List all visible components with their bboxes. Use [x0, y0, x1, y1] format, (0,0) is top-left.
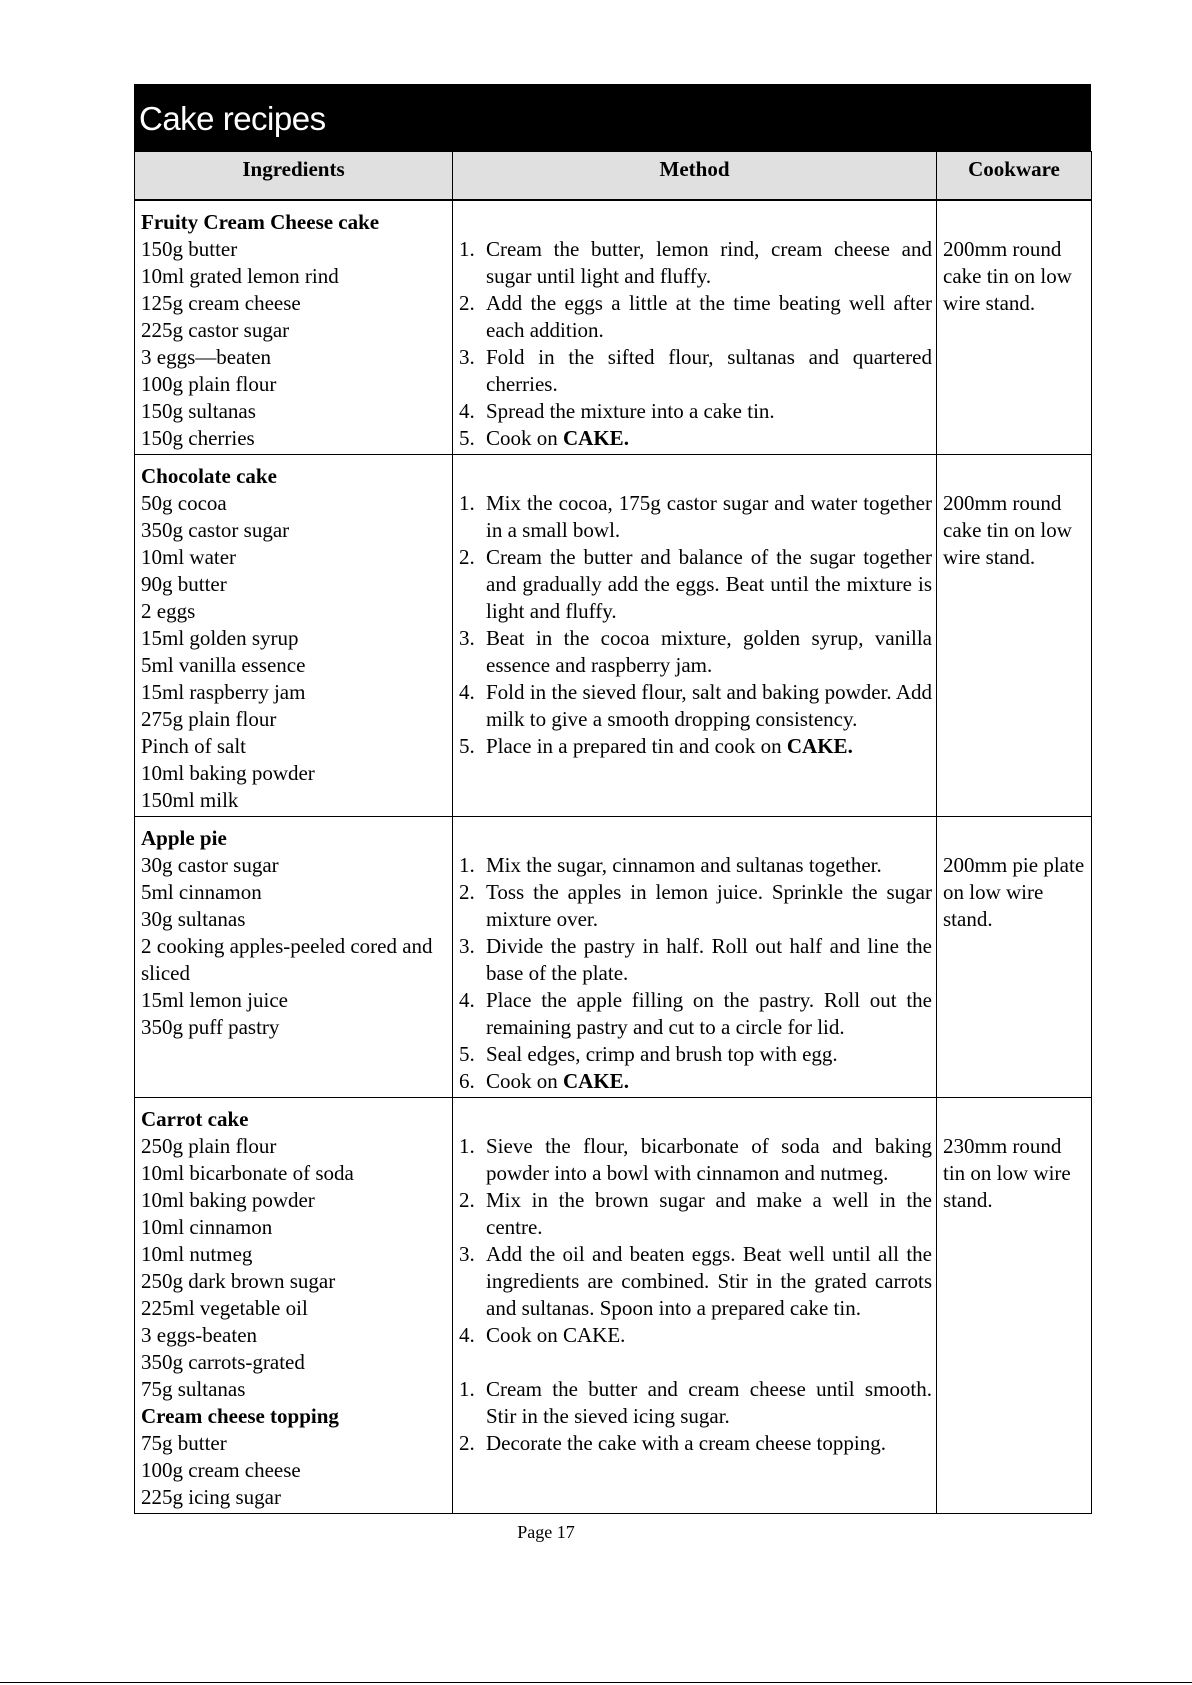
ingredient-item: 10ml bicarbonate of soda — [141, 1160, 354, 1185]
step-text: Sieve the flour, bicarbonate of soda and baking powder into a bowl with cinnamon and nutmeg. — [486, 1133, 932, 1185]
ingredient-item: 150ml milk — [141, 787, 239, 812]
method-step — [459, 733, 932, 760]
cookware-text: 230mm round tin on low wire stand. — [943, 1133, 1071, 1212]
step-number: 3. — [459, 344, 475, 369]
method-cell — [453, 454, 937, 816]
ingredient-item: 100g plain flour — [141, 371, 277, 396]
method-step — [459, 987, 932, 1041]
ingredient-item: 3 eggs-beaten — [141, 1322, 258, 1347]
recipe-table — [134, 151, 1092, 1514]
method-step — [459, 490, 932, 544]
ingredient-item: 15ml raspberry jam — [141, 679, 306, 704]
step-text: Beat in the cocoa mixture, golden syrup, vanilla essence and raspberry jam. — [486, 625, 932, 677]
ingredient-item: 150g butter — [141, 236, 238, 261]
method-step — [459, 1041, 932, 1068]
recipe-row — [135, 454, 1092, 816]
step-text: Decorate the cake with a cream cheese topping. — [486, 1430, 886, 1455]
ingredient-item: 10ml grated lemon rind — [141, 263, 339, 288]
step-text: Add the eggs a little at the time beating well after each addition. — [486, 290, 932, 342]
cookware-text: 200mm round cake tin on low wire stand. — [943, 490, 1072, 569]
ingredients-cell — [135, 816, 453, 1097]
cookware-cell — [937, 1097, 1092, 1513]
ingredient-item: 2 cooking apples-peeled cored and sliced — [141, 933, 433, 985]
recipe-row — [135, 816, 1092, 1097]
ingredient-item: 10ml nutmeg — [141, 1241, 253, 1266]
ingredient-item: 350g puff pastry — [141, 1014, 280, 1039]
step-number: 2. — [459, 1187, 475, 1212]
step-text: Place the apple filling on the pastry. Roll out the remaining pastry and cut to a circle for lid. — [486, 987, 932, 1039]
step-number: 4. — [459, 1322, 475, 1347]
method-step — [459, 398, 932, 425]
step-number: 2. — [459, 290, 475, 315]
step-number: 4. — [459, 987, 475, 1012]
step-text: Fold in the sifted flour, sultanas and quartered cherries. — [486, 344, 932, 396]
method-step — [459, 425, 932, 452]
ingredient-item: 225ml vegetable oil — [141, 1295, 308, 1320]
ingredient-item: 10ml baking powder — [141, 1187, 315, 1212]
header-row — [135, 152, 1092, 200]
method-cell — [453, 200, 937, 455]
step-number: 4. — [459, 398, 475, 423]
step-text: Cream the butter and balance of the sugar together and gradually add the eggs. Beat until the mixture is light and fluffy. — [486, 544, 932, 623]
ingredient-item: 275g plain flour — [141, 706, 277, 731]
method-step — [459, 344, 932, 398]
step-number: 6. — [459, 1068, 475, 1093]
ingredient-item: Pinch of salt — [141, 733, 246, 758]
method-step — [459, 290, 932, 344]
method-step — [459, 544, 932, 625]
ingredient-item: 2 eggs — [141, 598, 196, 623]
step-text: Divide the pastry in half. Roll out half and line the base of the plate. — [486, 933, 932, 985]
method-step — [459, 236, 932, 290]
ingredient-item: 225g icing sugar — [141, 1484, 281, 1509]
ingredient-item: 150g sultanas — [141, 398, 256, 423]
recipe-row — [135, 1097, 1092, 1513]
page-number-footer — [0, 1522, 1192, 1543]
method-cell — [453, 1097, 937, 1513]
method-steps — [459, 236, 932, 452]
method-step — [459, 1430, 932, 1457]
recipe-rows — [135, 200, 1092, 1514]
ingredient-item: 3 eggs—beaten — [141, 344, 272, 369]
method-step — [459, 1376, 932, 1430]
cookware-text: 200mm pie plate on low wire stand. — [943, 852, 1085, 931]
step-number: 3. — [459, 933, 475, 958]
ingredient-item: 15ml lemon juice — [141, 987, 288, 1012]
ingredient-item: 250g plain flour — [141, 1133, 277, 1158]
step-text: Cook on — [486, 425, 564, 450]
step-text: Mix the cocoa, 175g castor sugar and water together in a small bowl. — [486, 490, 932, 542]
method-steps — [459, 1133, 932, 1349]
step-number: 3. — [459, 625, 475, 650]
cookware-header: Cookware — [937, 152, 1092, 200]
method-step — [459, 1241, 932, 1322]
recipe-sheet — [134, 84, 1091, 1514]
method-steps — [459, 1376, 932, 1457]
method-steps — [459, 852, 932, 1095]
method-step — [459, 1322, 932, 1349]
step-text: Cream the butter, lemon rind, cream cheese and sugar until light and fluffy. — [486, 236, 932, 288]
step-setting: CAKE. — [563, 425, 629, 450]
cookware-cell — [937, 200, 1092, 455]
page-number: Page 17 — [517, 1522, 575, 1542]
step-text: Place in a prepared tin and cook on — [486, 733, 787, 758]
step-text: Toss the apples in lemon juice. Sprinkle the sugar mixture over. — [486, 879, 932, 931]
ingredient-item: 50g cocoa — [141, 490, 227, 515]
ingredient-item: 75g sultanas — [141, 1376, 246, 1401]
method-step — [459, 679, 932, 733]
cookware-text: 200mm round cake tin on low wire stand. — [943, 236, 1072, 315]
ingredients-cell — [135, 1097, 453, 1513]
recipe-name: Apple pie — [141, 825, 227, 850]
ingredient-item: 350g castor sugar — [141, 517, 290, 542]
ingredient-item: 100g cream cheese — [141, 1457, 301, 1482]
step-number: 2. — [459, 544, 475, 569]
ingredient-item: 30g sultanas — [141, 906, 246, 931]
step-number: 1. — [459, 1376, 475, 1401]
step-text: Mix in the brown sugar and make a well in the centre. — [486, 1187, 932, 1239]
method-step — [459, 879, 932, 933]
ingredient-item: 10ml baking powder — [141, 760, 315, 785]
ingredient-item: 5ml cinnamon — [141, 879, 262, 904]
method-step — [459, 1133, 932, 1187]
step-text: Cook on — [486, 1068, 564, 1093]
step-text: Spread the mixture into a cake tin. — [486, 398, 775, 423]
ingredient-item: 350g carrots-grated — [141, 1349, 305, 1374]
ingredient-item: 225g castor sugar — [141, 317, 290, 342]
step-text: Cream the butter and cream cheese until smooth. Stir in the sieved icing sugar. — [486, 1376, 932, 1428]
step-text: Seal edges, crimp and brush top with egg. — [486, 1041, 838, 1066]
step-text: Cook on CAKE. — [486, 1322, 626, 1347]
step-setting: CAKE. — [563, 1068, 629, 1093]
method-step — [459, 852, 932, 879]
recipe-name: Carrot cake — [141, 1106, 249, 1131]
step-number: 1. — [459, 852, 475, 877]
step-number: 5. — [459, 1041, 475, 1066]
method-step — [459, 933, 932, 987]
ingredients-cell — [135, 200, 453, 455]
method-cell — [453, 816, 937, 1097]
step-number: 5. — [459, 733, 475, 758]
ingredient-item: 30g castor sugar — [141, 852, 279, 877]
ingredient-item: 125g cream cheese — [141, 290, 301, 315]
step-text: Fold in the sieved flour, salt and baking powder. Add milk to give a smooth dropping consistency. — [486, 679, 932, 731]
step-setting: CAKE. — [786, 733, 853, 758]
ingredient-item: 10ml water — [141, 544, 237, 569]
ingredients-cell — [135, 454, 453, 816]
method-step — [459, 1068, 932, 1095]
method-step — [459, 1187, 932, 1241]
method-header: Method — [453, 152, 937, 200]
method-step — [459, 625, 932, 679]
topping-name: Cream cheese topping — [141, 1403, 339, 1428]
method-steps — [459, 490, 932, 760]
recipe-name: Chocolate cake — [141, 463, 277, 488]
ingredient-item: 15ml golden syrup — [141, 625, 299, 650]
recipe-name: Fruity Cream Cheese cake — [141, 209, 380, 234]
recipe-row — [135, 200, 1092, 455]
ingredient-item: 75g butter — [141, 1430, 227, 1455]
step-number: 3. — [459, 1241, 475, 1266]
step-number: 1. — [459, 236, 475, 261]
bottom-rule — [0, 1682, 1192, 1683]
step-number: 5. — [459, 425, 475, 450]
step-text: Add the oil and beaten eggs. Beat well until all the ingredients are combined. Stir in the grated carrots and sultanas. Spoon into a prepared cake tin. — [486, 1241, 932, 1320]
ingredients-header: Ingredients — [135, 152, 453, 200]
page-title: Cake recipes — [134, 84, 1091, 151]
ingredient-item: 5ml vanilla essence — [141, 652, 306, 677]
step-number: 1. — [459, 1133, 475, 1158]
step-number: 2. — [459, 879, 475, 904]
ingredient-item: 90g butter — [141, 571, 227, 596]
cookware-cell — [937, 454, 1092, 816]
ingredient-item: 150g cherries — [141, 425, 255, 450]
ingredient-item: 250g dark brown sugar — [141, 1268, 336, 1293]
cookware-cell — [937, 816, 1092, 1097]
step-number: 1. — [459, 490, 475, 515]
step-number: 2. — [459, 1430, 475, 1455]
ingredient-item: 10ml cinnamon — [141, 1214, 273, 1239]
step-number: 4. — [459, 679, 475, 704]
step-text: Mix the sugar, cinnamon and sultanas together. — [486, 852, 882, 877]
